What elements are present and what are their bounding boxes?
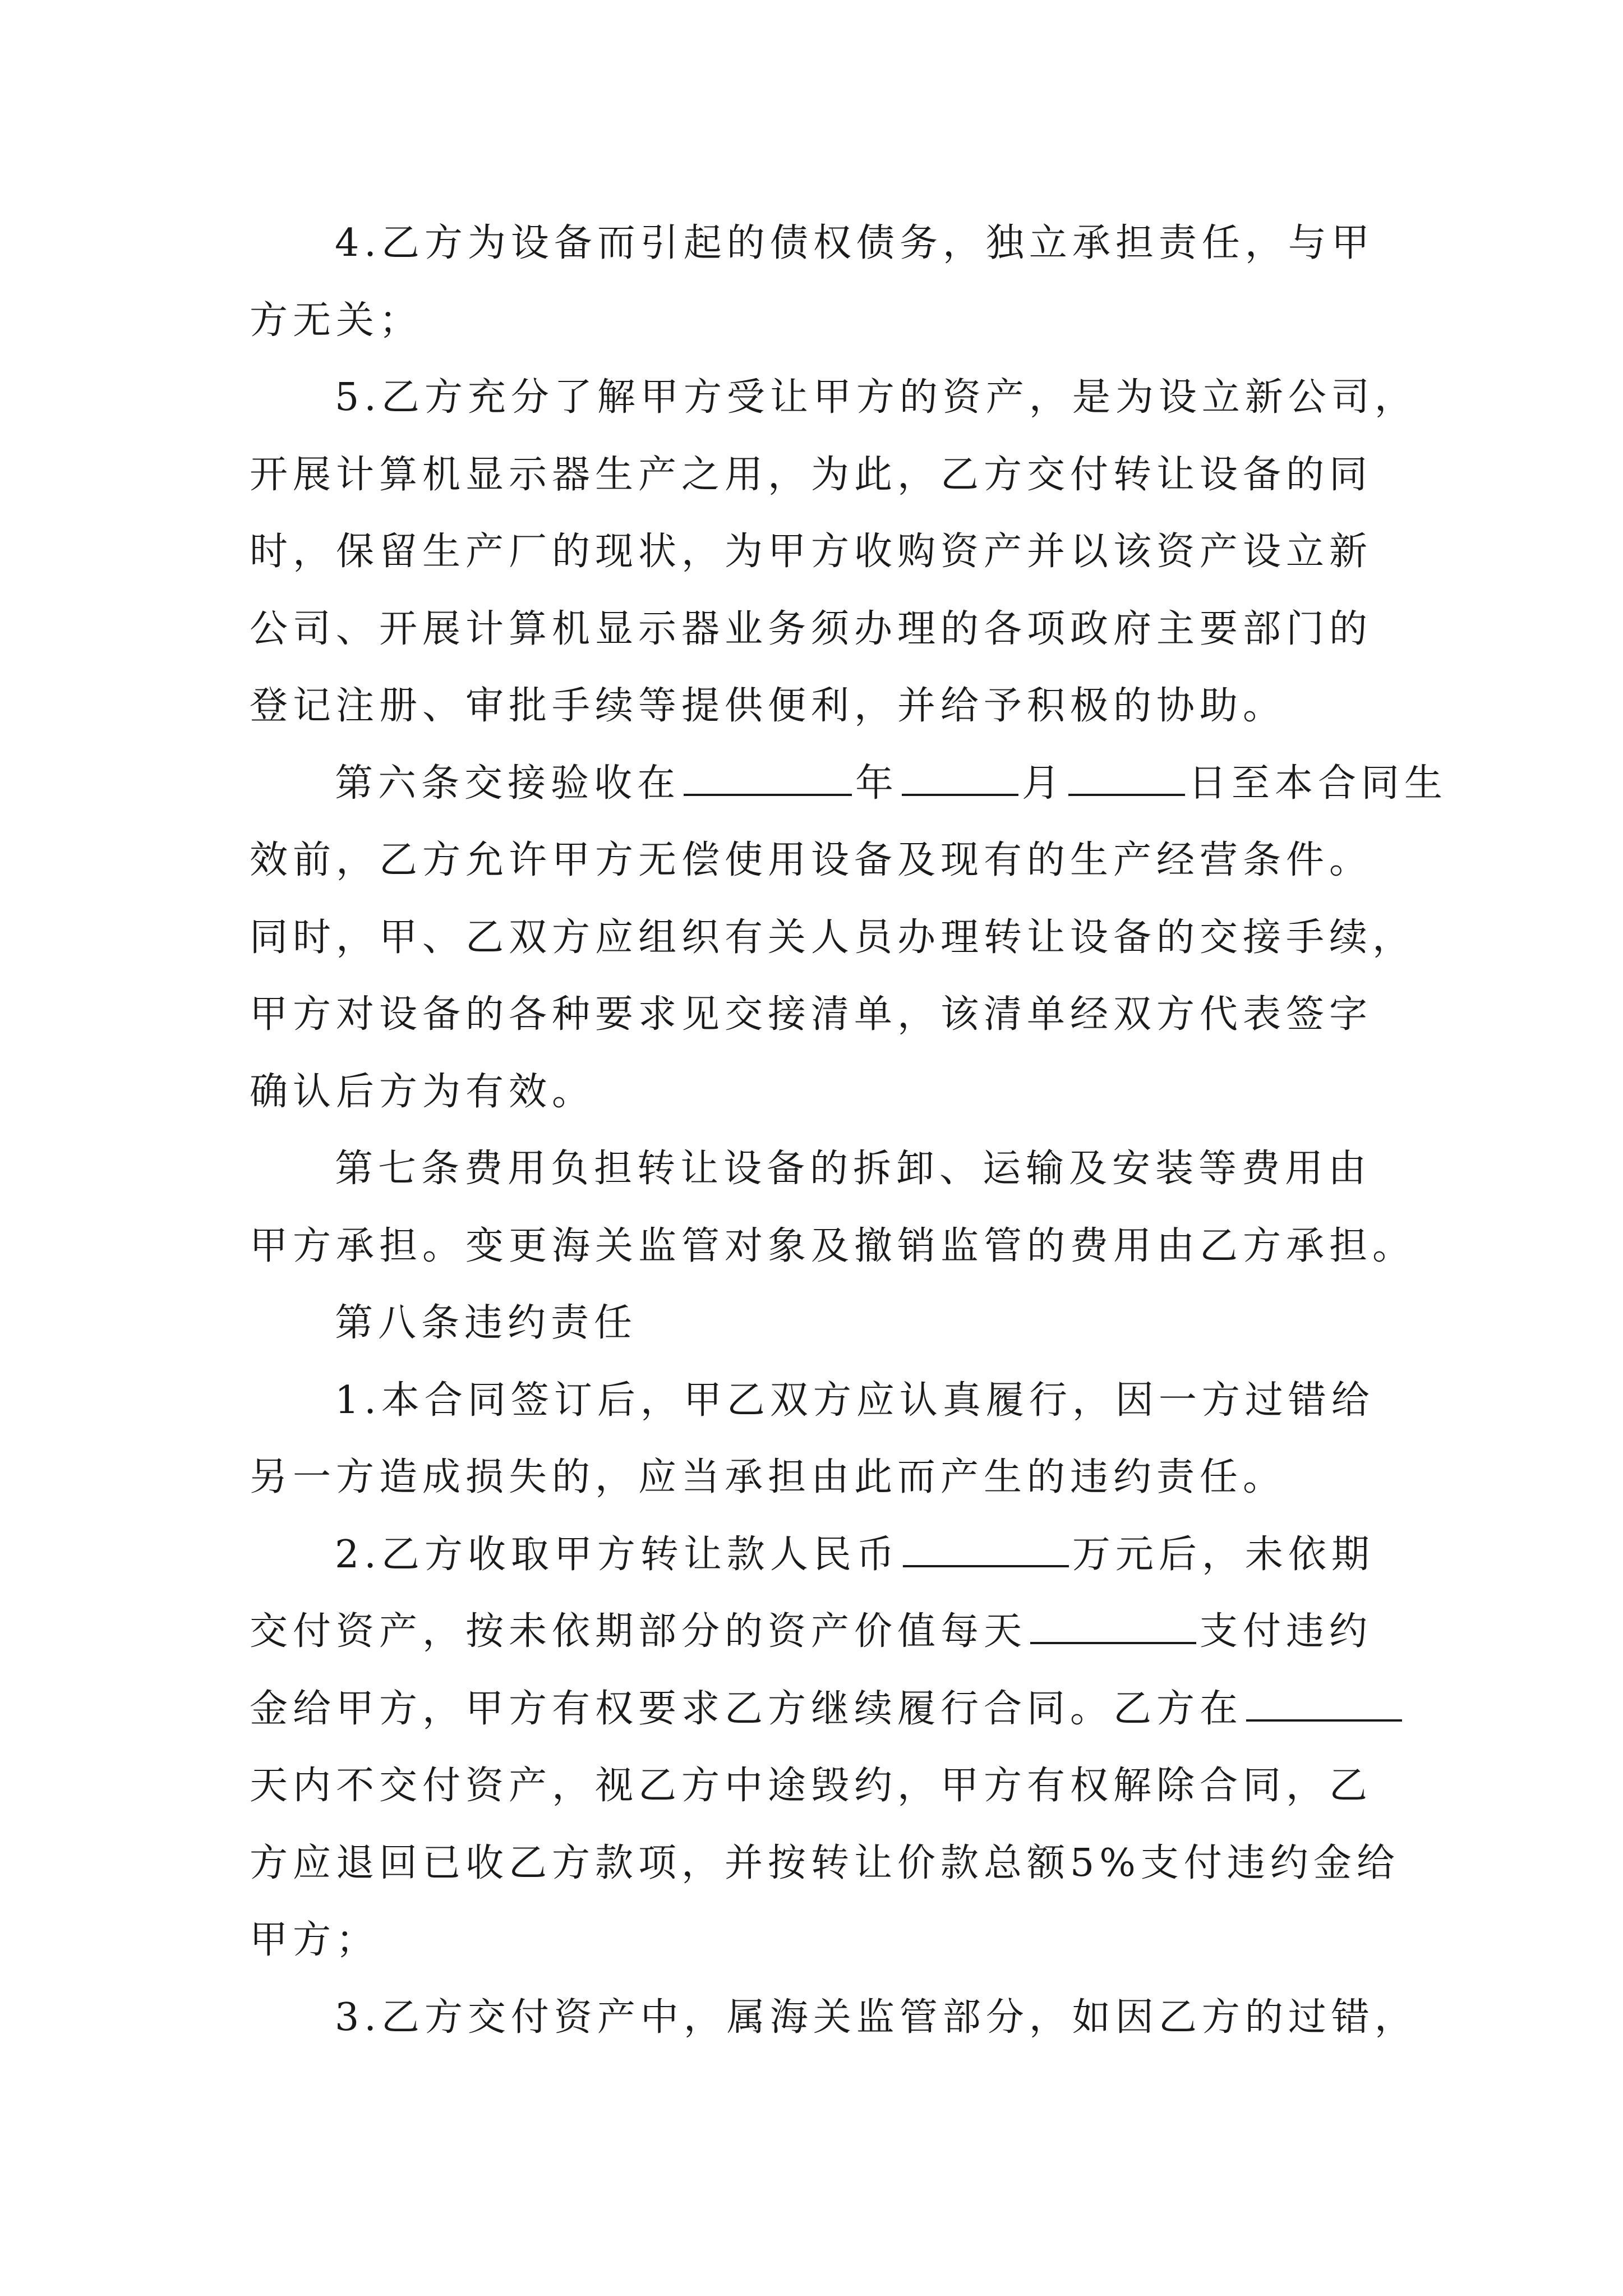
paragraph-line: 甲方承担。变更海关监管对象及撤销监管的费用由乙方承担。 — [250, 1223, 1416, 1268]
text-segment: 2.乙方收取甲方转让款人民币 — [335, 1532, 900, 1577]
text-segment: 月 — [1022, 761, 1066, 806]
blank-month-field — [902, 765, 1018, 796]
paragraph-line: 3.乙方交付资产中，属海关监管部分，如因乙方的过错， — [335, 1995, 1418, 2040]
paragraph-line — [250, 1593, 1405, 1671]
paragraph-line: 第七条费用负担转让设备的拆卸、运输及安装等费用由 — [335, 1147, 1372, 1191]
text-segment: 交付资产，按未依期部分的资产价值每天 — [250, 1609, 1027, 1654]
text-segment: 支付违约 — [1200, 1609, 1373, 1654]
paragraph-line: 方应退回已收乙方款项，并按转让价款总额5%支付违约金给 — [250, 1841, 1400, 1885]
paragraph-line: 效前，乙方允许甲方无偿使用设备及现有的生产经营条件。 — [250, 838, 1373, 882]
paragraph-line: 甲方对设备的各种要求见交接清单，该清单经双方代表签字 — [250, 992, 1373, 1037]
paragraph-line: 甲方； — [250, 1918, 380, 1962]
blank-amount-field — [903, 1536, 1069, 1567]
paragraph-line: 4.乙方为设备而引起的债权债务，独立承担责任，与甲 — [335, 221, 1375, 265]
text-segment: 日至本合同生 — [1188, 761, 1448, 806]
paragraph-line: 开展计算机显示器生产之用，为此，乙方交付转让设备的同 — [250, 452, 1373, 497]
paragraph-line — [250, 1516, 1405, 1594]
blank-day-field — [1068, 765, 1185, 796]
paragraph-line: 同时，甲、乙双方应组织有关人员办理转让设备的交接手续， — [250, 915, 1416, 960]
paragraph-line: 5.乙方充分了解甲方受让甲方的资产，是为设立新公司， — [335, 375, 1418, 420]
paragraph-line: 登记注册、审批手续等提供便利，并给予积极的协助。 — [250, 684, 1287, 728]
text-segment: 金给甲方，甲方有权要求乙方继续履行合同。乙方在 — [250, 1686, 1243, 1731]
document-body — [250, 205, 1448, 2056]
article-six-line — [250, 745, 1448, 822]
blank-daily-rate-field — [1030, 1613, 1196, 1644]
blank-days-field — [1246, 1690, 1402, 1722]
blank-year-field — [684, 765, 852, 796]
text-segment: 年 — [855, 761, 899, 806]
paragraph-line: 时，保留生产厂的现状，为甲方收购资产并以该资产设立新 — [250, 530, 1373, 574]
paragraph-line — [250, 1671, 1405, 1748]
section-heading: 第八条违约责任 — [335, 1301, 638, 1345]
text-segment: 第六条交接验收在 — [335, 761, 681, 806]
text-segment: 万元后，未依期 — [1072, 1532, 1375, 1577]
paragraph-line: 公司、开展计算机显示器业务须办理的各项政府主要部门的 — [250, 606, 1373, 651]
paragraph-line: 确认后方为有效。 — [250, 1069, 596, 1114]
paragraph-line: 方无关； — [250, 298, 423, 343]
paragraph-line: 1.本合同签订后，甲乙双方应认真履行，因一方过错给 — [335, 1378, 1375, 1423]
paragraph-line: 天内不交付资产，视乙方中途毁约，甲方有权解除合同，乙 — [250, 1764, 1373, 1808]
paragraph-line: 另一方造成损失的，应当承担由此而产生的违约责任。 — [250, 1455, 1287, 1499]
